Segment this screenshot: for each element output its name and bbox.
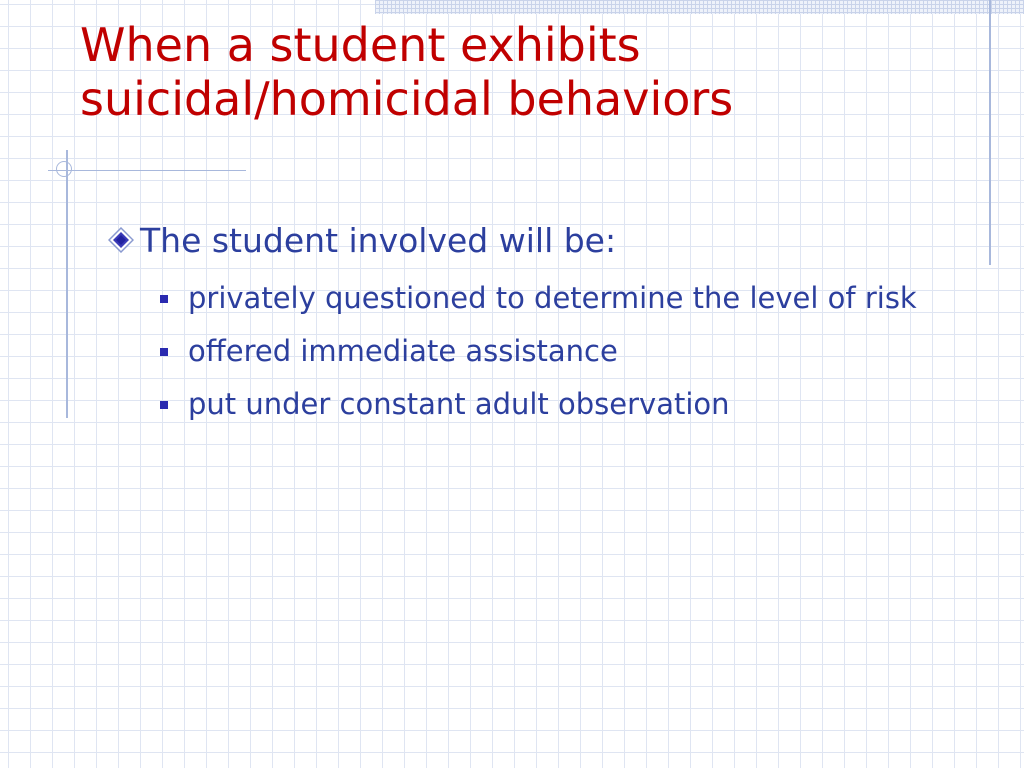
square-bullet-icon bbox=[160, 295, 168, 303]
sub-bullet-item bbox=[160, 384, 960, 424]
slide-title bbox=[80, 18, 980, 126]
decorative-top-band bbox=[375, 0, 1024, 14]
sub-bullet-text: offered immediate assistance bbox=[188, 334, 618, 368]
sub-bullet-text: privately questioned to determine the level of risk bbox=[188, 281, 917, 315]
sub-bullet-item bbox=[160, 278, 960, 318]
decorative-ring-icon bbox=[56, 161, 72, 177]
diamond-bullet-icon bbox=[108, 227, 134, 253]
decorative-title-underline bbox=[48, 170, 246, 171]
sub-bullet-text: put under constant adult observation bbox=[188, 387, 730, 421]
square-bullet-icon bbox=[160, 401, 168, 409]
decorative-left-rule bbox=[66, 150, 68, 418]
sub-bullet-list bbox=[160, 278, 960, 437]
main-bullet bbox=[108, 216, 968, 266]
slide-title-line-1: When a student exhibits bbox=[80, 18, 641, 72]
main-bullet-text: The student involved will be: bbox=[140, 221, 617, 260]
slide-title-line-2: suicidal/homicidal behaviors bbox=[80, 72, 734, 126]
decorative-right-rule bbox=[989, 0, 991, 265]
square-bullet-icon bbox=[160, 348, 168, 356]
sub-bullet-item bbox=[160, 331, 960, 371]
